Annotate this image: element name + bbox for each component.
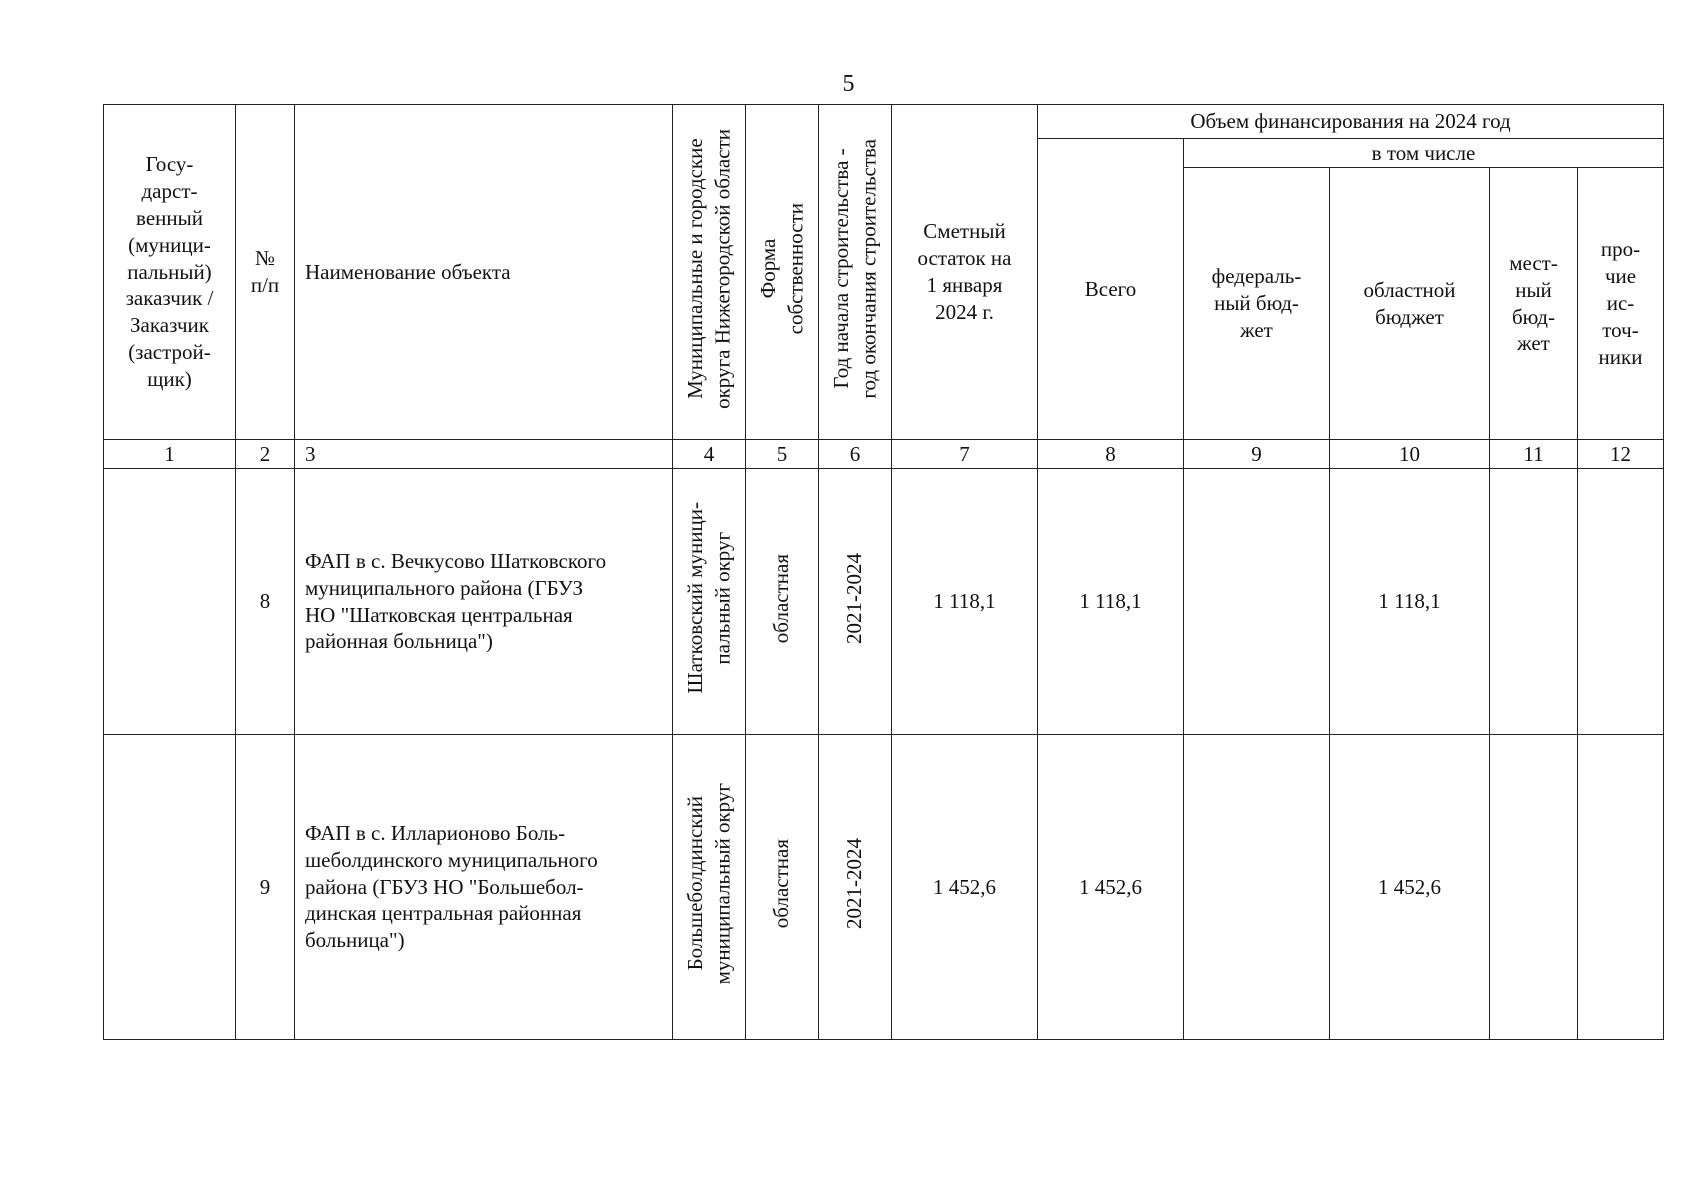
row-total: 1 118,1 (1038, 469, 1184, 735)
column-number: 5 (746, 440, 819, 469)
table-row (104, 735, 1664, 1040)
row-regional: 1 452,6 (1330, 735, 1490, 1040)
column-number: 9 (1184, 440, 1330, 469)
row-object-name: ФАП в с. Илларионово Боль- шеболдинского муниципального района (ГБУЗ НО "Большебол- динская центральная районная больница") (295, 735, 673, 1040)
column-number: 12 (1578, 440, 1664, 469)
row-municipal: Шатковский муници- пальный округ (673, 469, 746, 735)
row-customer (104, 735, 236, 1040)
row-years: 2021-2024 (819, 735, 892, 1040)
column-number: 8 (1038, 440, 1184, 469)
header-customer (104, 105, 236, 440)
row-local (1490, 735, 1578, 1040)
row-customer (104, 469, 236, 735)
header-ownership: Форма собственности (746, 105, 819, 440)
row-total: 1 452,6 (1038, 735, 1184, 1040)
header-regional: областной бюджет (1330, 168, 1490, 440)
financing-table (103, 104, 1664, 1040)
header-local: мест- ный бюд- жет (1490, 168, 1578, 440)
row-regional: 1 118,1 (1330, 469, 1490, 735)
column-number: 4 (673, 440, 746, 469)
column-number: 3 (295, 440, 673, 469)
row-federal (1184, 469, 1330, 735)
table-row (104, 469, 1664, 735)
header-years: Год начала строительства - год окончания строительства (819, 105, 892, 440)
row-ownership: областная (746, 735, 819, 1040)
row-other (1578, 469, 1664, 735)
header-object-name: Наименование объекта (295, 105, 673, 440)
column-number: 1 (104, 440, 236, 469)
row-years: 2021-2024 (819, 469, 892, 735)
column-number: 10 (1330, 440, 1490, 469)
column-number: 2 (236, 440, 295, 469)
column-number: 11 (1490, 440, 1578, 469)
column-number: 7 (892, 440, 1038, 469)
row-municipal: Большеболдинский муниципальный округ (673, 735, 746, 1040)
row-balance: 1 118,1 (892, 469, 1038, 735)
row-number: 8 (236, 469, 295, 735)
page-number: 5 (842, 71, 855, 97)
header-other: про- чие ис- точ- ники (1578, 168, 1664, 440)
row-balance: 1 452,6 (892, 735, 1038, 1040)
header-customer-text: Госу- дарст- венный (муници- пальный) заказчик / Заказчик (застрой- щик) (125, 152, 214, 392)
row-local (1490, 469, 1578, 735)
row-federal (1184, 735, 1330, 1040)
row-other (1578, 735, 1664, 1040)
header-balance: Сметный остаток на 1 января 2024 г. (892, 105, 1038, 440)
header-total: Всего (1038, 139, 1184, 440)
row-number: 9 (236, 735, 295, 1040)
header-number: № п/п (236, 105, 295, 440)
header-federal: федераль- ный бюд- жет (1184, 168, 1330, 440)
column-number: 6 (819, 440, 892, 469)
row-object-name: ФАП в с. Вечкусово Шатковского муниципального района (ГБУЗ НО "Шатковская центральная районная больница") (295, 469, 673, 735)
row-ownership: областная (746, 469, 819, 735)
header-including: в том числе (1184, 139, 1664, 168)
header-municipal: Муниципальные и городские округа Нижегородской области (673, 105, 746, 440)
column-number-row (104, 440, 1664, 469)
header-funding-title: Объем финансирования на 2024 год (1038, 105, 1664, 139)
